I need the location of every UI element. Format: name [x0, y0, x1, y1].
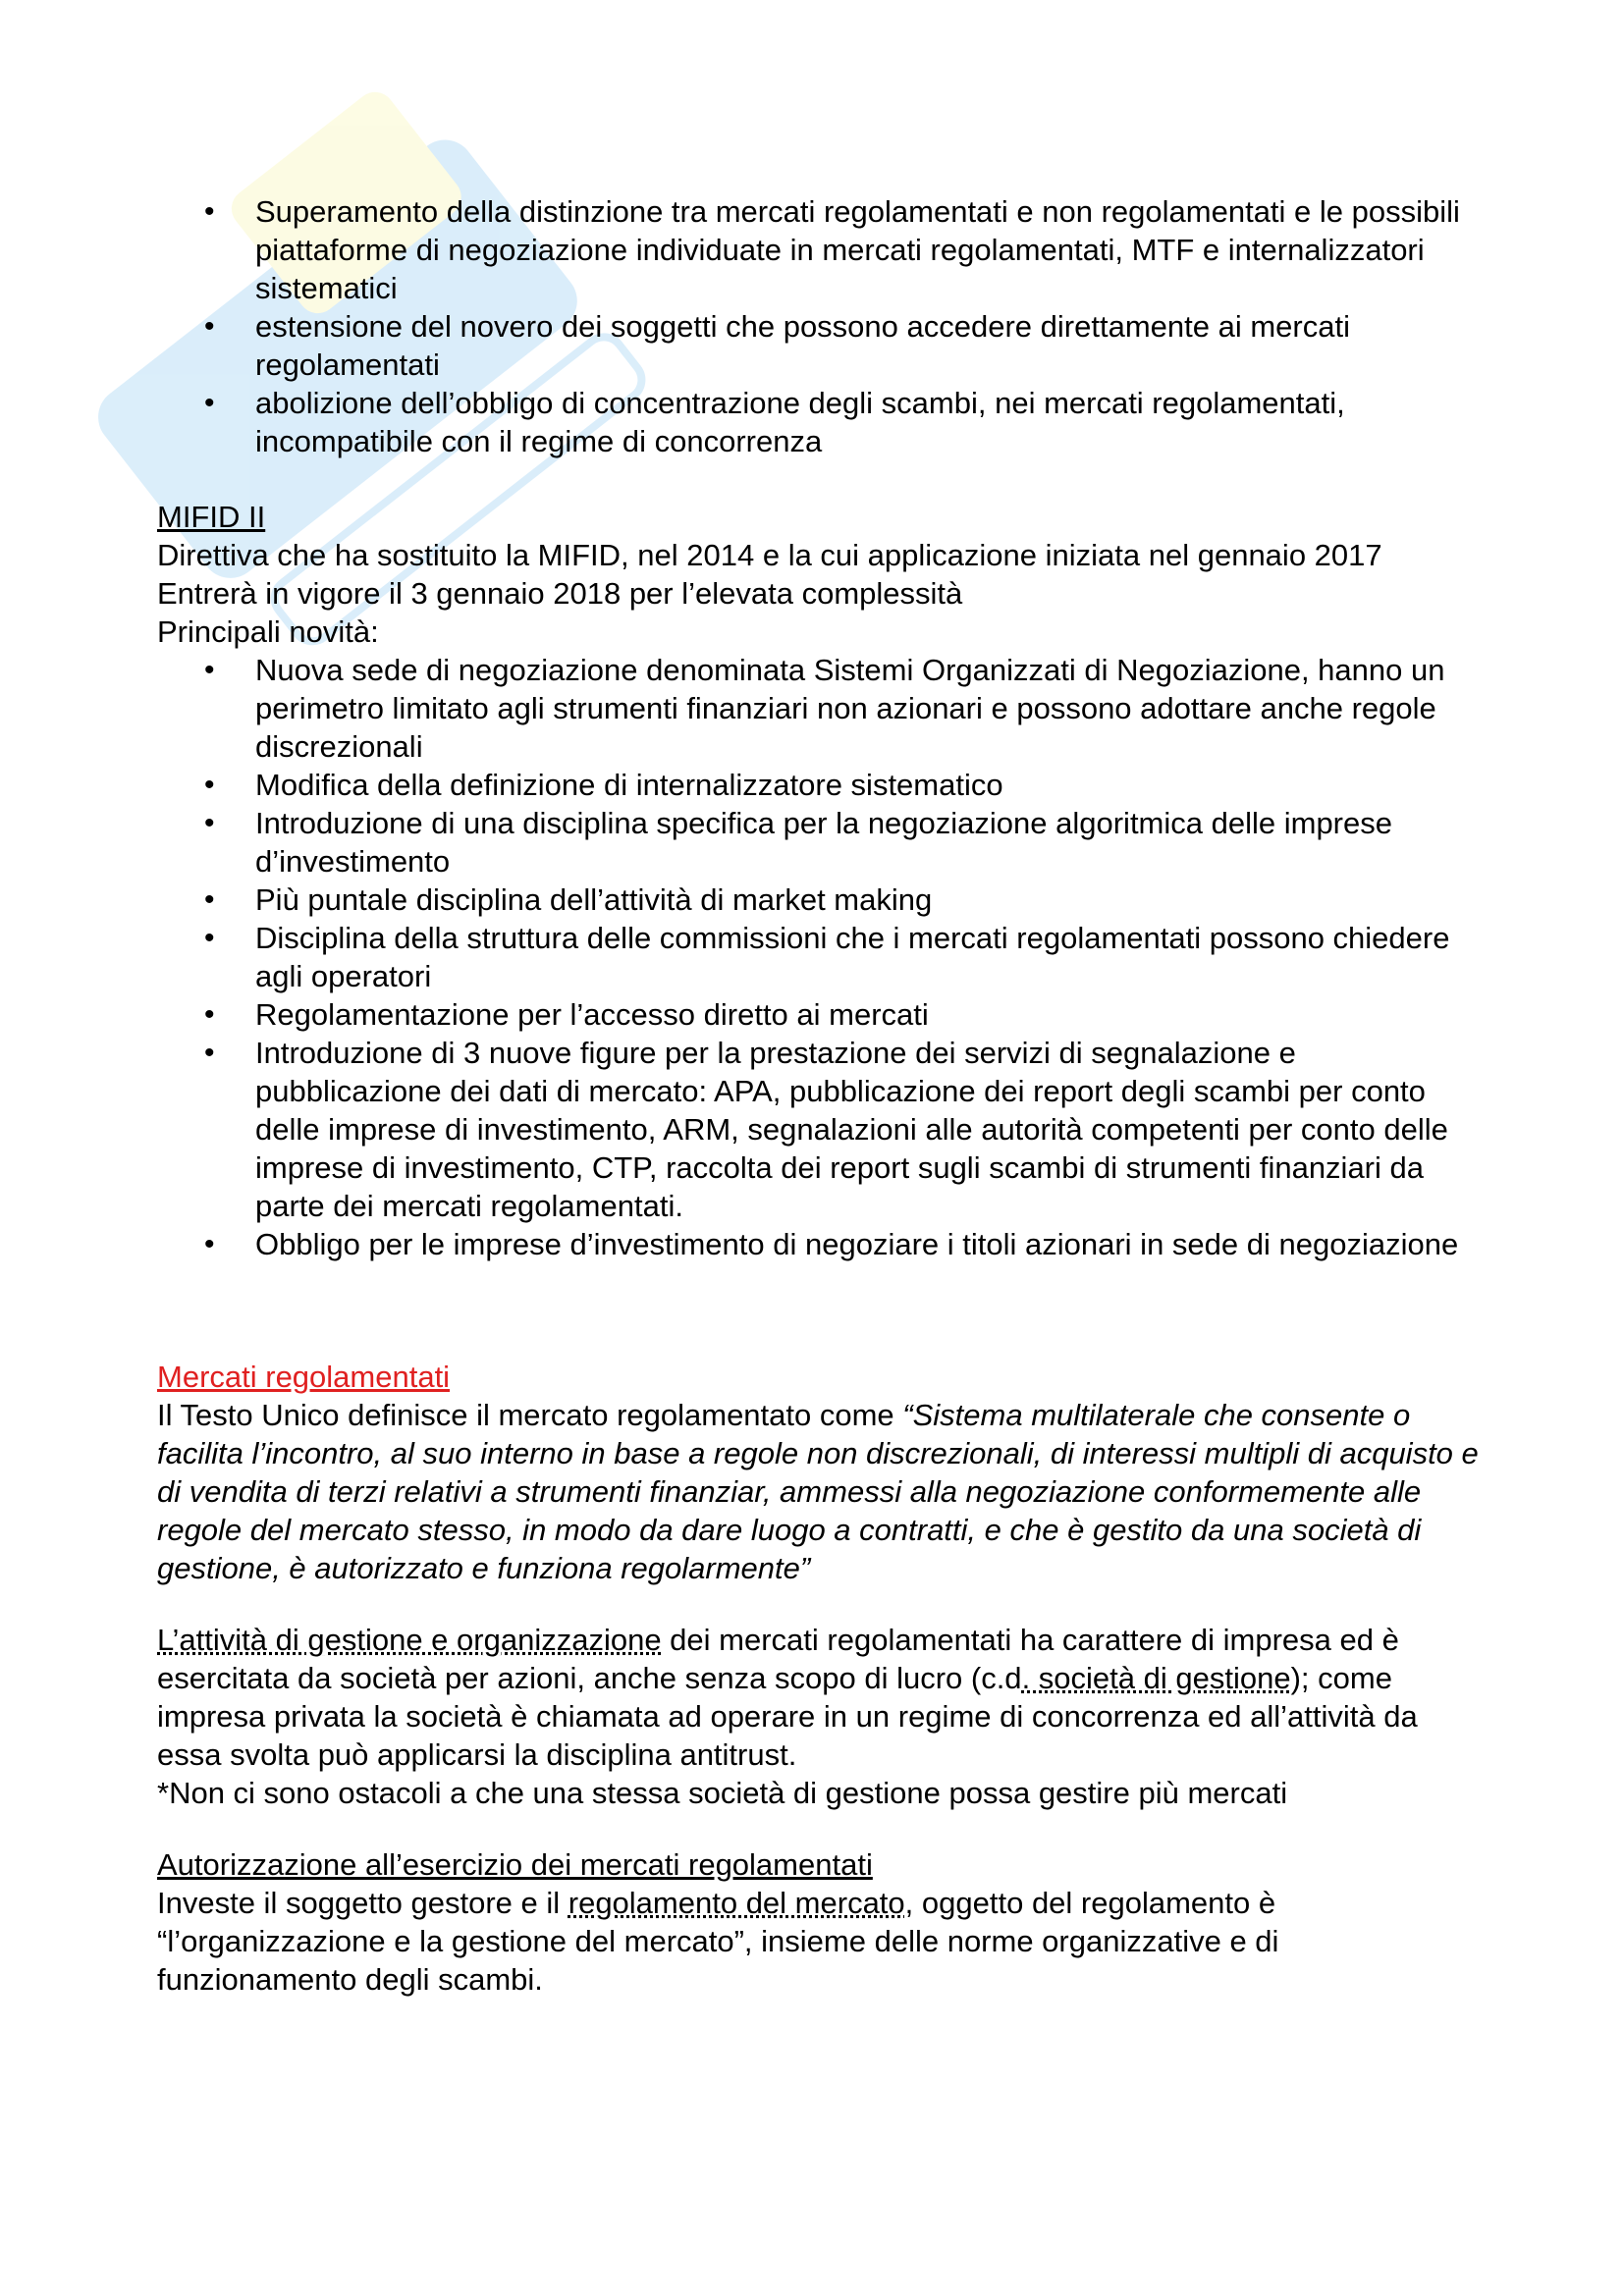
mifid-heading: MIFID II [157, 500, 266, 534]
mercati-note: *Non ci sono ostacoli a che una stessa società di gestione possa gestire più mercati [157, 1776, 1288, 1810]
list-item: • Nuova sede di negoziazione denominata Sistemi Organizzati di Negoziazione, hanno un perimetro limitato agli strumenti finanziari non azionari e possono adottare anche regole discrezionali [157, 651, 1483, 766]
list-item: • estensione del novero dei soggetti che possono accedere direttamente ai mercati regolamentati [157, 307, 1483, 384]
mifid-bullet-list [157, 651, 1483, 1263]
list-item: • Regolamentazione per l’accesso diretto ai mercati [157, 995, 1483, 1034]
gestione-link[interactable]: L’attività di gestione e organizzazione [157, 1623, 662, 1657]
mercati-definition [157, 1396, 1483, 1587]
mifid-line: Entrerà in vigore il 3 gennaio 2018 per l’elevata complessità [157, 576, 963, 611]
autorizzazione-heading: Autorizzazione all’esercizio dei mercati regolamentati [157, 1847, 873, 1882]
regolamento-link[interactable]: regolamento del mercato [568, 1886, 905, 1920]
document-page [157, 192, 1483, 1999]
paragraph-text: Investe il soggetto gestore e il [157, 1886, 568, 1920]
list-item: • Superamento della distinzione tra mercati regolamentati e non regolamentati e le possibili piattaforme di negoziazione individuate in mercati regolamentati, MTF e internalizzatori sistematici [157, 192, 1483, 307]
list-item: • abolizione dell’obbligo di concentrazione degli scambi, nei mercati regolamentati, incompatibile con il regime di concorrenza [157, 384, 1483, 460]
mifid-line: Principali novità: [157, 614, 379, 649]
definition-quote: “Sistema multilaterale che consente o facilita l’incontro, al suo interno in base a regole non discrezionali, di interessi multipli di acquisto e di vendita di terzi relativi a strumenti finanziar, ammessi alla negoziazione conformemente alle regole del mercato stesso, in modo da dare luogo a contratti, e che è gestito da una società di gestione, è autorizzato e funziona regolarmente” [157, 1398, 1479, 1585]
list-item: • Obbligo per le imprese d’investimento di negoziare i titoli azionari in sede di negoziazione [157, 1225, 1483, 1263]
list-item: • Disciplina della struttura delle commissioni che i mercati regolamentati possono chiedere agli operatori [157, 919, 1483, 995]
mercati-heading: Mercati regolamentati [157, 1360, 451, 1394]
autorizzazione-paragraph [157, 1884, 1483, 1999]
paragraph-text: ); come impresa privata la società è chiamata ad operare in un regime di concorrenza ed all’attività da essa svolta può applicarsi la disciplina antitrust. [157, 1661, 1418, 1772]
paragraph-text: dei mercati regolamentati ha carattere di impresa ed è esercitata da società per azioni, anche senza scopo di lucro (c.d [157, 1623, 1399, 1695]
list-item: • Introduzione di una disciplina specifica per la negoziazione algoritmica delle imprese d’investimento [157, 804, 1483, 881]
list-item: • Introduzione di 3 nuove figure per la prestazione dei servizi di segnalazione e pubblicazione dei dati di mercato: APA, pubblicazione dei report degli scambi per conto delle imprese di investimento, ARM, segnalazioni alle autorità competenti per conto delle imprese di investimento, CTP, raccolta dei report sugli scambi di strumenti finanziari da parte dei mercati regolamentati. [157, 1034, 1483, 1225]
list-item: • Modifica della definizione di internalizzatore sistematico [157, 766, 1483, 804]
mercati-paragraph [157, 1621, 1483, 1774]
list-item: • Più puntale disciplina dell’attività di market making [157, 881, 1483, 919]
definition-intro: Il Testo Unico definisce il mercato regolamentato come [157, 1398, 903, 1432]
mifid-line: Direttiva che ha sostituito la MIFID, nel 2014 e la cui applicazione iniziata nel gennaio 2017 [157, 538, 1382, 572]
societa-gestione-link[interactable]: . società di gestione [1021, 1661, 1291, 1695]
paragraph-text: , oggetto del regolamento è “l’organizzazione e la gestione del mercato”, insieme delle norme organizzative e di funzionamento degli scambi. [157, 1886, 1279, 1997]
intro-bullet-list [157, 192, 1483, 460]
